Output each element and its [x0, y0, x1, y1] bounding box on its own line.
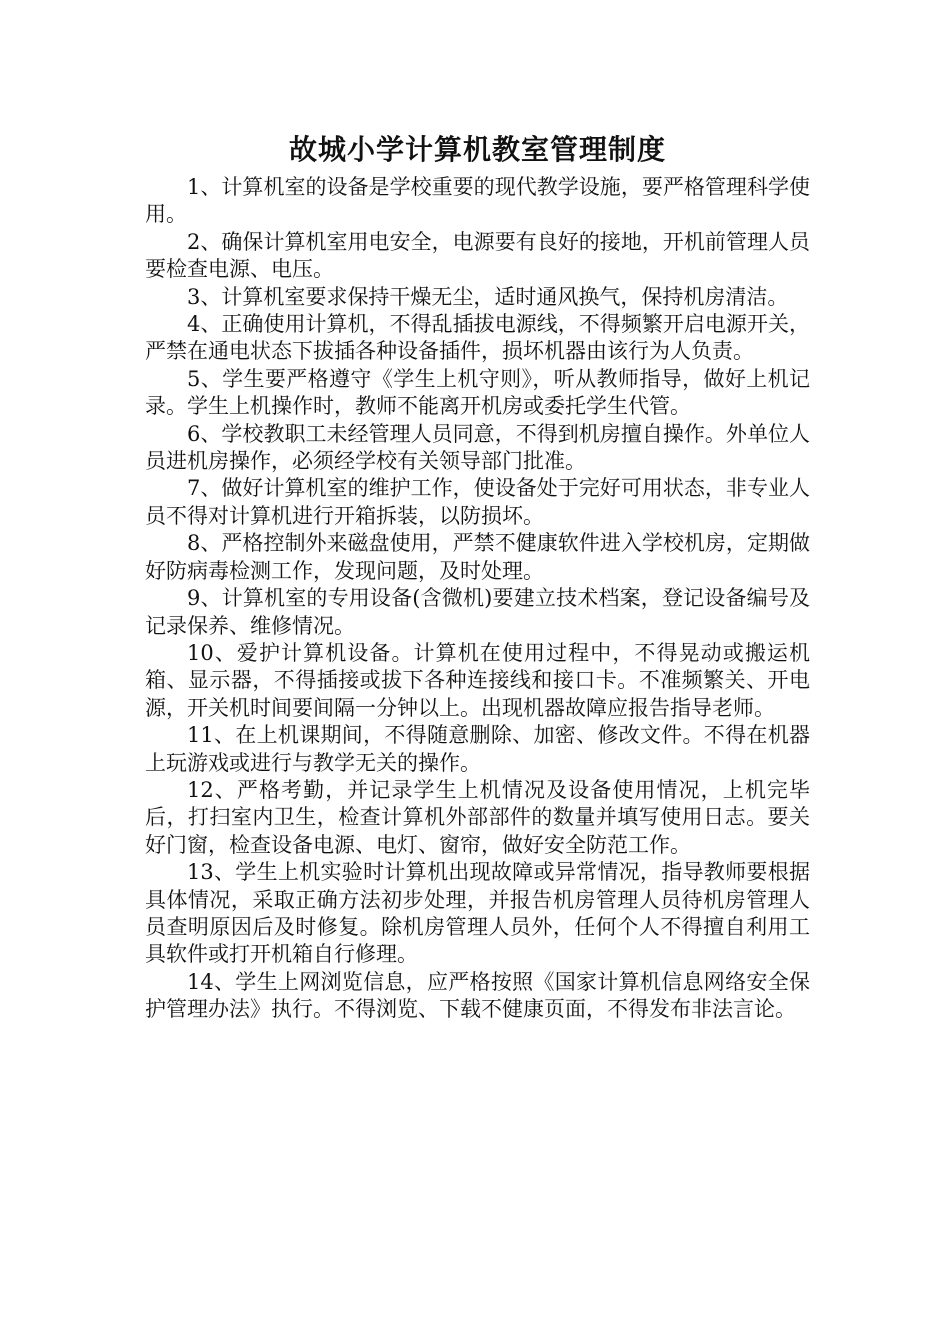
rule-item-8: 8、严格控制外来磁盘使用，严禁不健康软件进入学校机房，定期做好防病毒检测工作，发现问题，及时处理。 — [145, 531, 810, 583]
rule-item-12: 12、严格考勤，并记录学生上机情况及设备使用情况，上机完毕后，打扫室内卫生，检查计算机外部部件的数量并填写使用日志。要关好门窗，检查设备电源、电灯、窗帘，做好安全防范工作。 — [145, 777, 810, 857]
rule-item-6: 6、学校教职工未经管理人员同意，不得到机房擅自操作。外单位人员进机房操作，必须经学校有关领导部门批准。 — [145, 421, 810, 474]
rule-item-7: 7、做好计算机室的维护工作，使设备处于完好可用状态，非专业人员不得对计算机进行开箱拆装，以防损坏。 — [145, 476, 810, 528]
rule-item-11: 11、在上机课期间，不得随意删除、加密、修改文件。不得在机器上玩游戏或进行与教学无关的操作。 — [145, 723, 810, 775]
document-page — [145, 128, 810, 1024]
rules-list — [145, 174, 810, 1024]
rule-item-1: 1、计算机室的设备是学校重要的现代教学设施，要严格管理科学使用。 — [145, 175, 810, 227]
rule-item-4: 4、正确使用计算机，不得乱插拔电源线，不得频繁开启电源开关，严禁在通电状态下拔插各种设备插件，损坏机器由该行为人负责。 — [145, 312, 810, 364]
rule-item-10: 10、爱护计算机设备。计算机在使用过程中，不得晃动或搬运机箱、显示器，不得插接或拔下各种连接线和接口卡。不准频繁关、开电源，开关机时间要间隔一分钟以上。出现机器故障应报告指导老师。 — [145, 640, 810, 720]
rule-item-13: 13、学生上机实验时计算机出现故障或异常情况，指导教师要根据具体情况，采取正确方法初步处理，并报告机房管理人员待机房管理人员查明原因后及时修复。除机房管理人员外，任何个人不得擅自利用工具软件或打开机箱自行修理。 — [145, 860, 810, 967]
rule-item-3: 3、计算机室要求保持干燥无尘，适时通风换气，保持机房清洁。 — [187, 284, 789, 309]
document-title: 故城小学计算机教室管理制度 — [288, 133, 666, 166]
rule-item-2: 2、确保计算机室用电安全，电源要有良好的接地，开机前管理人员要检查电源、电压。 — [145, 229, 810, 282]
rule-item-14: 14、学生上网浏览信息，应严格按照《国家计算机信息网络安全保护管理办法》执行。不得浏览、下载不健康页面，不得发布非法言论。 — [145, 969, 810, 1022]
rule-item-9: 9、计算机室的专用设备(含微机)要建立技术档案，登记设备编号及记录保养、维修情况。 — [145, 586, 810, 638]
rule-item-5: 5、学生要严格遵守《学生上机守则》，听从教师指导，做好上机记录。学生上机操作时，教师不能离开机房或委托学生代管。 — [145, 366, 810, 419]
